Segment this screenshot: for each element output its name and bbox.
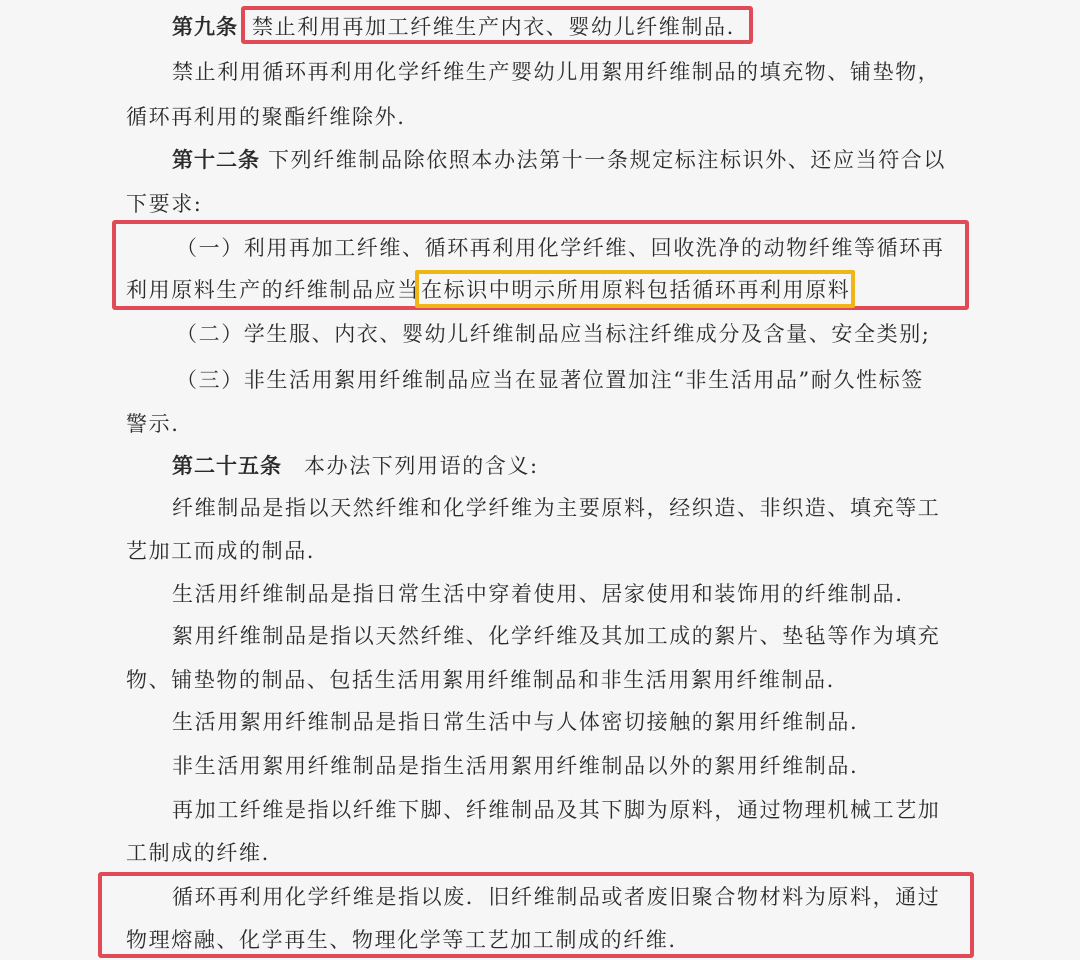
article-9-highlight-frame — [241, 6, 753, 44]
article-12-item-3-line-2: 警示. — [126, 412, 180, 436]
article-25-intro: 本办法下列用语的含义: — [304, 454, 539, 478]
definition-4: 生活用絮用纤维制品是指日常生活中与人体密切接触的絮用纤维制品. — [172, 710, 859, 734]
article-12-item-1-line-1: （一）利用再加工纤维、循环再利用化学纤维、回收洗净的动物纤维等循环再 — [176, 236, 945, 260]
article-9-title: 禁止利用再加工纤维生产内衣、婴幼儿纤维制品. — [252, 15, 735, 39]
article-9-para-line-1: 禁止利用循环再利用化学纤维生产婴幼儿用絮用纤维制品的填充物、铺垫物， — [172, 60, 941, 84]
article-12-heading: 第十二条 — [172, 148, 260, 172]
article-12-yellow-highlight-frame — [415, 270, 855, 308]
definition-3-line-2: 物、铺垫物的制品、包括生活用絮用纤维制品和非生活用絮用纤维制品. — [126, 668, 835, 692]
definition-6-line-1: 再加工纤维是指以纤维下脚、纤维制品及其下脚为原料，通过物理机械工艺加 — [172, 798, 941, 822]
definition-2: 生活用纤维制品是指日常生活中穿着使用、居家使用和装饰用的纤维制品. — [172, 582, 904, 606]
definition-3-line-1: 絮用纤维制品是指以天然纤维、化学纤维及其加工成的絮片、垫毡等作为填充 — [172, 624, 941, 648]
definition-7-line-1: 循环再利用化学纤维是指以废．旧纤维制品或者废旧聚合物材料为原料，通过 — [172, 885, 941, 909]
article-25-heading: 第二十五条 — [172, 454, 282, 478]
article-12-item-1-line-2-highlight: 在标识中明示所用原料包括循环再利用原料 — [421, 278, 851, 302]
article-12-item-2: （二）学生服、内衣、婴幼儿纤维制品应当标注纤维成分及含量、安全类别; — [176, 322, 931, 346]
article-12-intro-line-2: 下要求: — [126, 192, 203, 216]
definition-6-line-2: 工制成的纤维. — [126, 841, 270, 865]
article-12-item-3-line-1: （三）非生活用絮用纤维制品应当在显著位置加注“非生活用品”耐久性标签 — [176, 368, 924, 392]
article-12-intro-line-1: 下列纤维制品除依照本办法第十一条规定标注标识外、还应当符合以 — [268, 148, 946, 172]
definition-1-line-2: 艺加工而成的制品. — [126, 539, 316, 563]
article-9-para-line-2: 循环再利用的聚酯纤维除外. — [126, 105, 406, 129]
article-12-item-1-line-2-prefix: 利用原料生产的纤维制品应当 — [126, 278, 420, 302]
definition-7-line-2: 物理熔融、化学再生、物理化学等工艺加工制成的纤维. — [126, 928, 677, 952]
definition-1-line-1: 纤维制品是指以天然纤维和化学纤维为主要原料，经织造、非织造、填充等工 — [172, 496, 941, 520]
definition-5: 非生活用絮用纤维制品是指生活用絮用纤维制品以外的絮用纤维制品. — [172, 754, 859, 778]
article-9-heading: 第九条 — [172, 15, 238, 39]
